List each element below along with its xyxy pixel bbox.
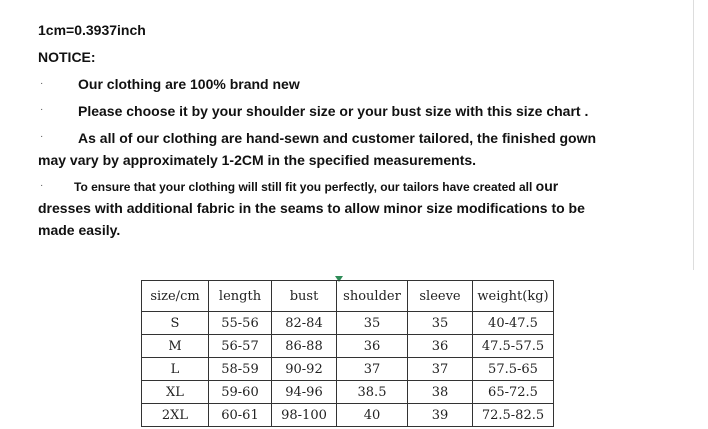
cell-sleeve: 36 (408, 335, 473, 358)
cell-sleeve: 37 (408, 358, 473, 381)
table-row (142, 404, 554, 427)
cell-weight: 40-47.5 (473, 312, 554, 335)
cell-size: XL (142, 381, 209, 404)
notice-hand-sewn-cont: may vary by approximately 1-2CM in the specified measurements. (38, 152, 477, 168)
header-bust: bust (272, 281, 337, 312)
cell-sleeve: 35 (408, 312, 473, 335)
cell-bust: 94-96 (272, 381, 337, 404)
cell-sleeve: 39 (408, 404, 473, 427)
table-row (142, 335, 554, 358)
notice-hand-sewn: As all of our clothing are hand-sewn and customer tailored, the finished gown (78, 130, 597, 146)
cell-bust: 90-92 (272, 358, 337, 381)
bullet-3: · (40, 131, 44, 142)
header-size: size/cm (142, 281, 209, 312)
cell-size: M (142, 335, 209, 358)
header-length: length (209, 281, 272, 312)
unit-conversion: 1cm=0.3937inch (38, 22, 146, 38)
cell-size: S (142, 312, 209, 335)
header-sleeve: sleeve (408, 281, 473, 312)
cell-shoulder: 37 (337, 358, 408, 381)
cell-size: L (142, 358, 209, 381)
cell-shoulder: 35 (337, 312, 408, 335)
cell-shoulder: 38.5 (337, 381, 408, 404)
cell-length: 56-57 (209, 335, 272, 358)
table-row (142, 358, 554, 381)
bullet-4: · (40, 180, 44, 191)
cell-weight: 72.5-82.5 (473, 404, 554, 427)
table-header-row (142, 281, 554, 312)
cell-length: 55-56 (209, 312, 272, 335)
cell-bust: 86-88 (272, 335, 337, 358)
bullet-1: · (40, 78, 44, 89)
cell-weight: 57.5-65 (473, 358, 554, 381)
cell-length: 58-59 (209, 358, 272, 381)
header-weight: weight(kg) (473, 281, 554, 312)
notice-tailors-bold: our (535, 178, 559, 194)
cell-bust: 82-84 (272, 312, 337, 335)
cell-shoulder: 36 (337, 335, 408, 358)
notice-tailors-end: made easily. (38, 222, 121, 238)
notice-choose-size: Please choose it by your shoulder size or your bust size with this size chart . (78, 103, 589, 119)
table-row (142, 312, 554, 335)
cell-sleeve: 38 (408, 381, 473, 404)
size-chart-table (141, 280, 554, 427)
cell-length: 59-60 (209, 381, 272, 404)
cell-weight: 65-72.5 (473, 381, 554, 404)
cell-length: 60-61 (209, 404, 272, 427)
notice-heading: NOTICE: (38, 49, 96, 65)
notice-tailors-cont: dresses with additional fabric in the seams to allow minor size modifications to be (38, 200, 585, 216)
cell-bust: 98-100 (272, 404, 337, 427)
header-shoulder: shoulder (337, 281, 408, 312)
cell-weight: 47.5-57.5 (473, 335, 554, 358)
bullet-2: · (40, 104, 44, 115)
table-row (142, 381, 554, 404)
cell-size: 2XL (142, 404, 209, 427)
page-edge-rule (693, 0, 694, 270)
notice-tailors (74, 178, 558, 194)
notice-brand-new: Our clothing are 100% brand new (78, 76, 300, 92)
cell-shoulder: 40 (337, 404, 408, 427)
notice-tailors-small: To ensure that your clothing will still fit you perfectly, our tailors have created all (74, 180, 536, 194)
